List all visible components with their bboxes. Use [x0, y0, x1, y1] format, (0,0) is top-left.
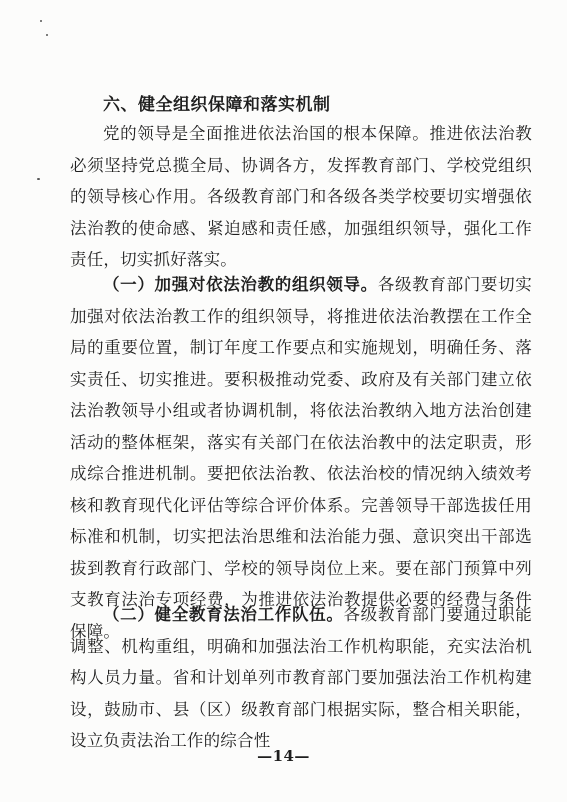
- paragraph-intro: [70, 118, 532, 276]
- paragraph-text: 各级教育部门要切实加强对依法治教工作的组织领导，将推进依法治教摆在工作全局的重要位置，制订年度工作要点和实施规划，明确任务、落实责任、切实推进。要积极推动党委、政府及有关部门建立依法治教领导小组或者协调机制，将依法治教纳入地方法治创建活动的整体框架，落实有关部门在依法治教中的法定职责，形成综合推进机制。要把依法治教、依法治校的情况纳入绩效考核和教育现代化评估等综合评价体系。完善领导干部选拔任用标准和机制，切实把法治思维和法治能力强、意识突出干部选拔到教育行政部门、学校的领导岗位上来。要在部门预算中列支教育法治专项经费，为推进依法治教提供必要的经费与条件保障。: [70, 275, 532, 641]
- scan-speck: [46, 34, 48, 36]
- section-heading: 六、健全组织保障和落实机制: [103, 95, 331, 115]
- paragraph-text: 各级教育部门要通过职能调整、机构重组，明确和加强法治工作机构职能，充实法治机构人员力量。省和计划单列市教育部门要加强法治工作机构建设，鼓励市、县（区）级教育部门根据实际，整合相关职能，设立负责法治工作的综合性: [70, 605, 532, 750]
- paragraph-organizational-leadership: [70, 269, 532, 647]
- paragraph-lead: （一）加强对依法治教的组织领导。: [103, 275, 378, 294]
- scan-speck: [40, 20, 42, 22]
- paragraph-lead: （二）健全教育法治工作队伍。: [103, 605, 344, 624]
- paragraph-legal-team: [70, 599, 532, 757]
- paragraph-text: 党的领导是全面推进依法治国的根本保障。推进依法治教必须坚持党总揽全局、协调各方，发挥教育部门、学校党组织的领导核心作用。各级教育部门和各级各类学校要切实增强依法治教的使命感、紧迫感和责任感，加强组织领导，强化工作责任，切实抓好落实。: [70, 124, 532, 269]
- page-number: —14—: [257, 747, 310, 765]
- scan-speck: [37, 178, 40, 180]
